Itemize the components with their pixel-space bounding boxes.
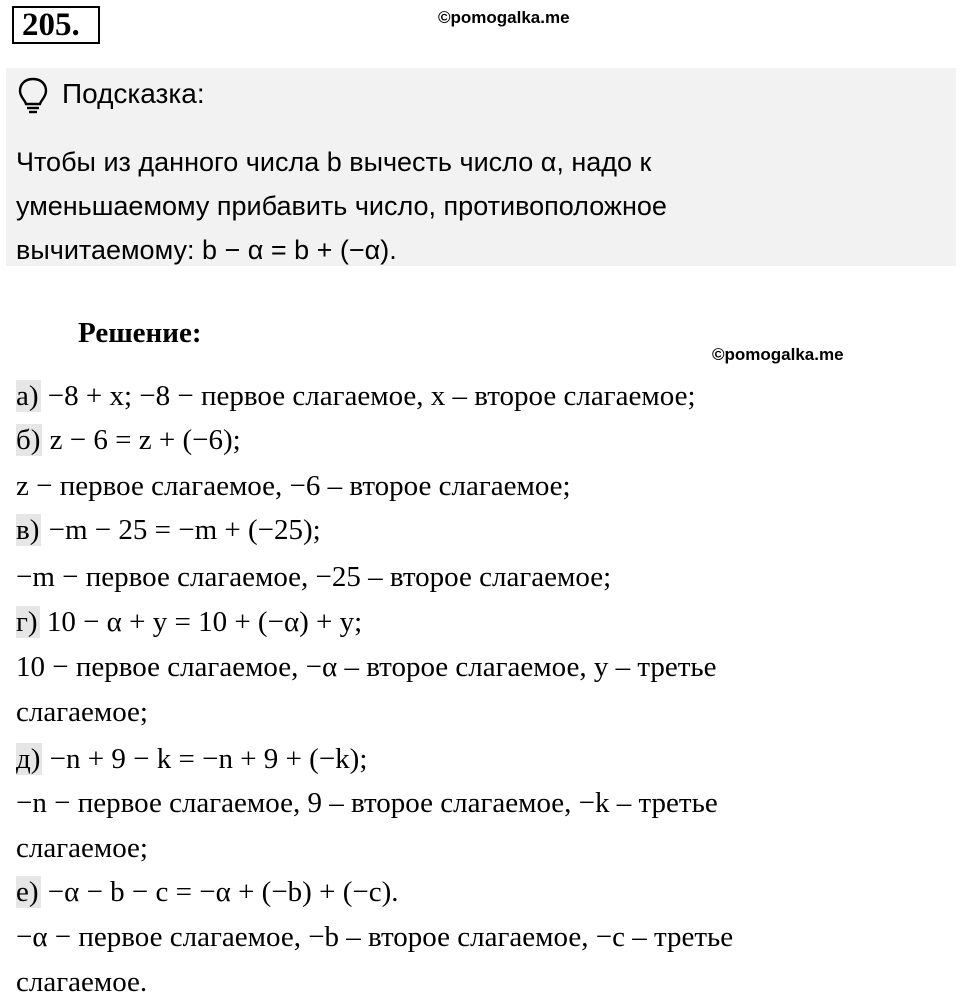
hint-line: вычитаемому: b − α = b + (−α). xyxy=(16,235,397,265)
lightbulb-icon xyxy=(16,76,50,114)
item-label: в) xyxy=(16,514,40,546)
item-label: д) xyxy=(16,743,41,775)
solution-line xyxy=(16,555,611,599)
solution-text: −m − первое слагаемое, −25 – второе слагаемое; xyxy=(16,561,612,593)
solution-line xyxy=(16,374,696,418)
solution-text: −n − первое слагаемое, 9 – второе слагаемое, −k – третье xyxy=(16,787,718,819)
solution-line xyxy=(16,960,147,1004)
item-label: е) xyxy=(16,876,39,908)
solution-line xyxy=(16,690,148,734)
hint-line: Чтобы из данного числа b вычесть число α, надо к xyxy=(16,147,652,177)
problem-number: 205. xyxy=(12,6,100,44)
solution-text: −8 + x; −8 − первое слагаемое, x – второе слагаемое; xyxy=(40,380,696,412)
solution-line xyxy=(16,781,718,825)
solution-text: −n + 9 − k = −n + 9 + (−k); xyxy=(42,743,368,775)
solution-text: слагаемое. xyxy=(16,966,148,998)
solution-text: −α − первое слагаемое, −b – второе слагаемое, −c – третье xyxy=(16,921,734,953)
item-label: б) xyxy=(16,424,41,456)
solution-text: 10 − α + y = 10 + (−α) + y; xyxy=(39,606,363,638)
solution-text: слагаемое; xyxy=(16,832,148,864)
hint-line: уменьшаемому прибавить число, противоположное xyxy=(16,191,667,221)
item-label: а) xyxy=(16,380,39,412)
solution-line xyxy=(16,737,367,781)
solution-text: 10 − первое слагаемое, −α – второе слагаемое, y – третье xyxy=(16,651,717,683)
solution-text: z − 6 = z + (−6); xyxy=(42,424,241,456)
item-label: г) xyxy=(16,606,38,638)
solution-text: −m − 25 = −m + (−25); xyxy=(41,514,321,546)
solution-line xyxy=(16,826,148,870)
solution-line xyxy=(16,508,321,552)
solution-text: z − первое слагаемое, −6 – второе слагаемое; xyxy=(16,470,571,502)
solution-line xyxy=(16,464,571,508)
solution-title: Решение: xyxy=(78,317,202,349)
solution-line xyxy=(16,418,241,462)
watermark-top: ©pomogalka.me xyxy=(438,8,570,27)
solution-line xyxy=(16,915,733,959)
solution-text: слагаемое; xyxy=(16,696,148,728)
solution-text: −α − b − c = −α + (−b) + (−c). xyxy=(40,876,399,908)
watermark-mid: ©pomogalka.me xyxy=(712,345,844,364)
solution-line xyxy=(16,600,362,644)
hint-title: Подсказка: xyxy=(62,78,205,109)
solution-line xyxy=(16,870,399,914)
solution-line xyxy=(16,645,717,689)
